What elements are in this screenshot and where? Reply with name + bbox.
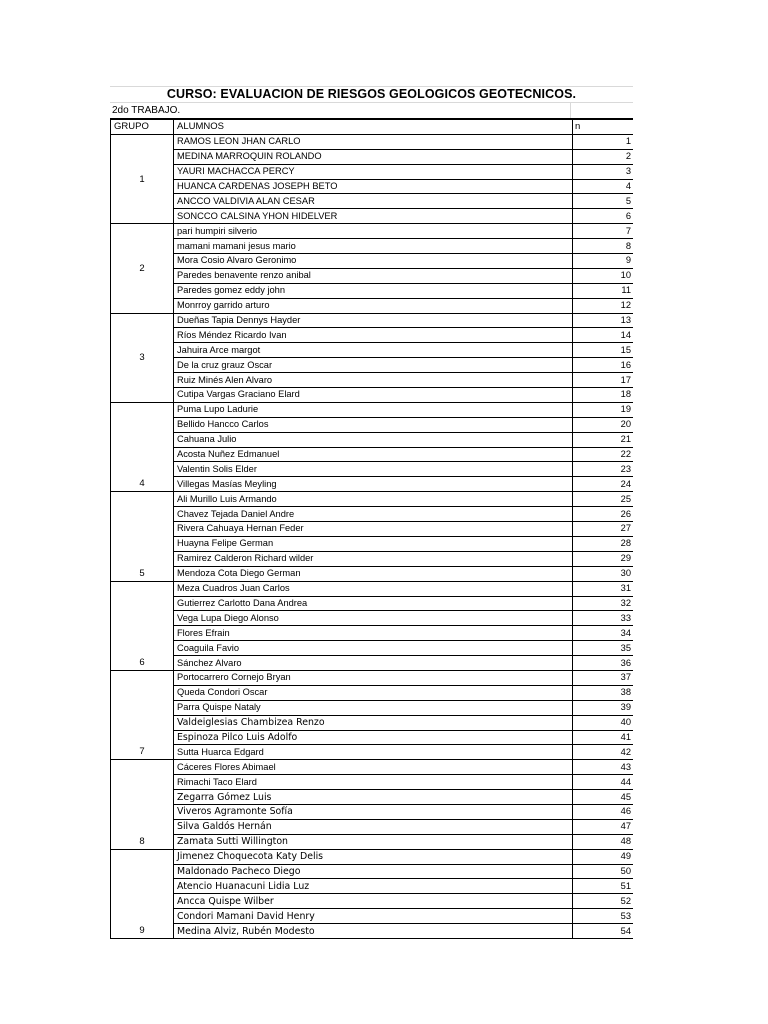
group-label: 7	[111, 670, 174, 759]
student-name: Zamata Sutti Willington	[174, 834, 573, 849]
student-name: Flores Efrain	[174, 626, 573, 641]
student-name: ANCCO VALDIVIA ALAN CESAR	[174, 194, 573, 209]
student-number: 45	[573, 790, 634, 805]
table-row	[111, 700, 634, 715]
table-row	[111, 432, 634, 447]
spreadsheet	[110, 86, 633, 939]
students-table	[110, 119, 633, 939]
student-name: Valdeiglesias Chambizea Renzo	[174, 715, 573, 730]
student-name: Espinoza Pilco Luis Adolfo	[174, 730, 573, 745]
student-name: RAMOS LEON JHAN CARLO	[174, 134, 573, 149]
table-row	[111, 730, 634, 745]
student-name: Rivera Cahuaya Hernan Feder	[174, 522, 573, 537]
table-row	[111, 745, 634, 760]
student-number: 52	[573, 894, 634, 909]
title-row	[110, 86, 633, 103]
student-number: 40	[573, 715, 634, 730]
student-number: 37	[573, 670, 634, 685]
student-number: 22	[573, 447, 634, 462]
student-name: Parra Quispe Nataly	[174, 700, 573, 715]
student-number: 19	[573, 402, 634, 417]
student-name: Ramirez Calderon Richard wilder	[174, 551, 573, 566]
student-number: 5	[573, 194, 634, 209]
group-label: 9	[111, 849, 174, 938]
table-row	[111, 194, 634, 209]
student-name: Rimachi Taco Elard	[174, 775, 573, 790]
table-row	[111, 164, 634, 179]
student-number: 48	[573, 834, 634, 849]
table-row	[111, 715, 634, 730]
student-number: 10	[573, 268, 634, 283]
group-label: 3	[111, 313, 174, 402]
table-row	[111, 819, 634, 834]
student-name: Dueñas Tapia Dennys Hayder	[174, 313, 573, 328]
student-number: 53	[573, 909, 634, 924]
table-row	[111, 879, 634, 894]
student-name: HUANCA CARDENAS JOSEPH BETO	[174, 179, 573, 194]
student-name: Chavez Tejada Daniel Andre	[174, 507, 573, 522]
student-number: 18	[573, 388, 634, 403]
header-group: GRUPO	[111, 120, 174, 135]
student-name: Viveros Agramonte Sofía	[174, 804, 573, 819]
table-row	[111, 209, 634, 224]
table-row	[111, 283, 634, 298]
student-number: 25	[573, 492, 634, 507]
student-name: Paredes benavente renzo anibal	[174, 268, 573, 283]
table-row	[111, 626, 634, 641]
table-row	[111, 760, 634, 775]
table-row	[111, 909, 634, 924]
students-table-body	[111, 120, 634, 939]
table-row	[111, 536, 634, 551]
student-number: 38	[573, 685, 634, 700]
student-name: Jimenez Choquecota Katy Delis	[174, 849, 573, 864]
table-row	[111, 328, 634, 343]
student-number: 4	[573, 179, 634, 194]
student-number: 1	[573, 134, 634, 149]
student-name: Cáceres Flores Abimael	[174, 760, 573, 775]
student-name: De la cruz grauz Oscar	[174, 358, 573, 373]
student-name: Paredes gomez eddy john	[174, 283, 573, 298]
student-name: Villegas Masías Meyling	[174, 477, 573, 492]
table-row	[111, 596, 634, 611]
student-name: Portocarrero Cornejo Bryan	[174, 670, 573, 685]
student-name: Medina Alviz, Rubén Modesto	[174, 924, 573, 939]
table-row	[111, 134, 634, 149]
student-number: 24	[573, 477, 634, 492]
table-row	[111, 179, 634, 194]
student-name: Puma Lupo Ladurie	[174, 402, 573, 417]
student-name: Meza Cuadros Juan Carlos	[174, 581, 573, 596]
student-number: 23	[573, 462, 634, 477]
student-name: Huayna Felipe German	[174, 536, 573, 551]
student-name: Vega Lupa Diego Alonso	[174, 611, 573, 626]
table-row	[111, 149, 634, 164]
table-row	[111, 358, 634, 373]
header-number: n	[573, 120, 634, 135]
subtitle-row	[110, 103, 633, 119]
group-label: 1	[111, 134, 174, 223]
student-number: 47	[573, 819, 634, 834]
student-number: 6	[573, 209, 634, 224]
table-row	[111, 239, 634, 254]
student-number: 43	[573, 760, 634, 775]
group-label: 4	[111, 402, 174, 491]
table-row	[111, 417, 634, 432]
student-name: Ali Murillo Luis Armando	[174, 492, 573, 507]
student-name: Atencio Huanacuni Lidia Luz	[174, 879, 573, 894]
table-row	[111, 477, 634, 492]
student-name: Jahuira Arce margot	[174, 343, 573, 358]
table-row	[111, 804, 634, 819]
student-name: Ruiz Minés Alen Alvaro	[174, 373, 573, 388]
student-number: 14	[573, 328, 634, 343]
student-number: 54	[573, 924, 634, 939]
table-row	[111, 402, 634, 417]
table-row	[111, 522, 634, 537]
student-number: 15	[573, 343, 634, 358]
table-row	[111, 670, 634, 685]
student-number: 27	[573, 522, 634, 537]
student-number: 17	[573, 373, 634, 388]
table-row	[111, 685, 634, 700]
student-number: 49	[573, 849, 634, 864]
student-number: 8	[573, 239, 634, 254]
table-row	[111, 462, 634, 477]
group-label: 5	[111, 492, 174, 581]
student-name: Sutta Huarca Edgard	[174, 745, 573, 760]
table-row	[111, 507, 634, 522]
student-number: 28	[573, 536, 634, 551]
student-name: Acosta Nuñez Edmanuel	[174, 447, 573, 462]
student-name: Coaguila Favio	[174, 641, 573, 656]
student-number: 16	[573, 358, 634, 373]
student-number: 32	[573, 596, 634, 611]
page-subtitle: 2do TRABAJO.	[112, 105, 181, 116]
table-row	[111, 551, 634, 566]
table-row	[111, 224, 634, 239]
table-row	[111, 254, 634, 269]
student-name: Cahuana Julio	[174, 432, 573, 447]
student-number: 35	[573, 641, 634, 656]
student-name: Condori Mamani David Henry	[174, 909, 573, 924]
page-title: CURSO: EVALUACION DE RIESGOS GEOLOGICOS GEOTECNICOS.	[166, 87, 577, 101]
student-name: MEDINA MARROQUIN ROLANDO	[174, 149, 573, 164]
student-number: 26	[573, 507, 634, 522]
student-number: 9	[573, 254, 634, 269]
student-number: 2	[573, 149, 634, 164]
table-row	[111, 298, 634, 313]
student-number: 39	[573, 700, 634, 715]
student-number: 36	[573, 656, 634, 671]
student-number: 13	[573, 313, 634, 328]
table-row	[111, 268, 634, 283]
table-row	[111, 641, 634, 656]
table-row	[111, 373, 634, 388]
table-row	[111, 492, 634, 507]
student-name: Cutipa Vargas Graciano Elard	[174, 388, 573, 403]
student-name: Bellido Hancco Carlos	[174, 417, 573, 432]
student-name: Gutierrez Carlotto Dana Andrea	[174, 596, 573, 611]
table-row	[111, 834, 634, 849]
student-name: mamani mamani jesus mario	[174, 239, 573, 254]
table-row	[111, 343, 634, 358]
student-name: Maldonado Pacheco Diego	[174, 864, 573, 879]
student-number: 44	[573, 775, 634, 790]
table-row	[111, 656, 634, 671]
table-header-row	[111, 120, 634, 135]
student-name: Mendoza Cota Diego German	[174, 566, 573, 581]
table-row	[111, 611, 634, 626]
table-row	[111, 388, 634, 403]
student-name: Zegarra Gómez Luis	[174, 790, 573, 805]
student-name: Silva Galdós Hernán	[174, 819, 573, 834]
student-number: 3	[573, 164, 634, 179]
student-name: Sánchez Alvaro	[174, 656, 573, 671]
group-label: 6	[111, 581, 174, 670]
student-number: 42	[573, 745, 634, 760]
table-row	[111, 447, 634, 462]
student-number: 11	[573, 283, 634, 298]
table-row	[111, 924, 634, 939]
student-name: Mora Cosio Alvaro Geronimo	[174, 254, 573, 269]
header-students: ALUMNOS	[174, 120, 573, 135]
student-number: 31	[573, 581, 634, 596]
table-row	[111, 894, 634, 909]
student-name: Monrroy garrido arturo	[174, 298, 573, 313]
student-number: 21	[573, 432, 634, 447]
student-name: pari humpiri silverio	[174, 224, 573, 239]
table-row	[111, 790, 634, 805]
student-number: 12	[573, 298, 634, 313]
student-number: 41	[573, 730, 634, 745]
table-row	[111, 566, 634, 581]
student-name: Valentin Solis Elder	[174, 462, 573, 477]
student-name: Queda Condori Oscar	[174, 685, 573, 700]
table-row	[111, 864, 634, 879]
student-number: 34	[573, 626, 634, 641]
student-name: Ancca Quispe Wilber	[174, 894, 573, 909]
table-row	[111, 849, 634, 864]
table-row	[111, 775, 634, 790]
table-row	[111, 313, 634, 328]
group-label: 8	[111, 760, 174, 849]
student-name: Ríos Méndez Ricardo Ivan	[174, 328, 573, 343]
student-number: 46	[573, 804, 634, 819]
student-number: 7	[573, 224, 634, 239]
group-label: 2	[111, 224, 174, 313]
student-number: 33	[573, 611, 634, 626]
student-name: SONCCO CALSINA YHON HIDELVER	[174, 209, 573, 224]
student-number: 29	[573, 551, 634, 566]
student-number: 51	[573, 879, 634, 894]
table-row	[111, 581, 634, 596]
cell-divider	[570, 103, 571, 118]
student-number: 20	[573, 417, 634, 432]
student-number: 50	[573, 864, 634, 879]
student-number: 30	[573, 566, 634, 581]
student-name: YAURI MACHACCA PERCY	[174, 164, 573, 179]
